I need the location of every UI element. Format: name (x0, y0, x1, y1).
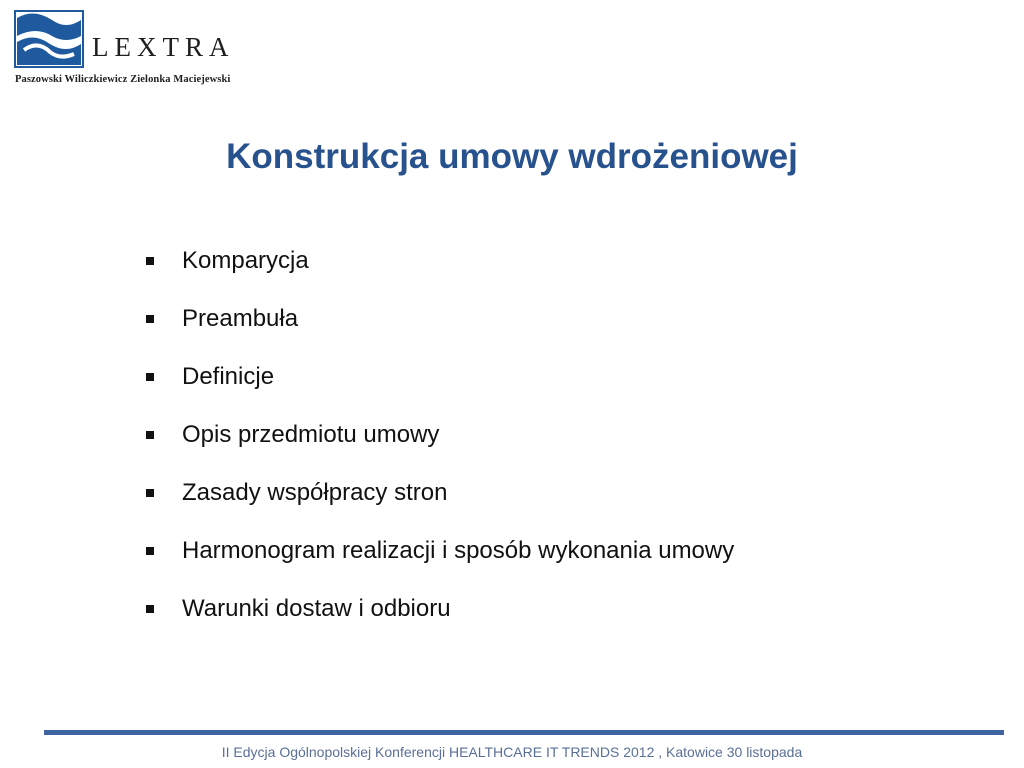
bullet-item (146, 406, 734, 464)
square-bullet-icon (146, 605, 154, 613)
bullet-text: Warunki dostaw i odbioru (182, 595, 451, 622)
logo-partners: Paszowski Wiliczkiewicz Zielonka Maciejewski (15, 74, 231, 85)
bullet-item (146, 348, 734, 406)
bullet-text: Komparycja (182, 247, 309, 274)
bullet-list (146, 232, 734, 638)
bullet-item (146, 232, 734, 290)
bullet-item (146, 290, 734, 348)
square-bullet-icon (146, 547, 154, 555)
square-bullet-icon (146, 431, 154, 439)
bullet-text: Harmonogram realizacji i sposób wykonania umowy (182, 537, 735, 564)
bullet-text: Zasady współpracy stron (182, 479, 448, 506)
bullet-text: Definicje (182, 363, 275, 390)
bullet-text: Opis przedmiotu umowy (182, 421, 440, 448)
footer-caption: II Edycja Ogólnopolskiej Konferencji HEALTHCARE IT TRENDS 2012 , Katowice 30 listopada (221, 744, 803, 760)
footer-divider (44, 730, 1004, 735)
slide-title: Konstrukcja umowy wdrożeniowej (226, 137, 798, 176)
bullet-item (146, 522, 734, 580)
square-bullet-icon (146, 315, 154, 323)
bullet-item (146, 580, 734, 638)
bullet-item (146, 464, 734, 522)
lextra-wave-logo-icon (14, 10, 84, 68)
square-bullet-icon (146, 257, 154, 265)
lextra-logo (14, 10, 264, 90)
logo-wordmark: LEXTRA (92, 32, 235, 62)
bullet-text: Preambuła (182, 305, 299, 332)
square-bullet-icon (146, 373, 154, 381)
square-bullet-icon (146, 489, 154, 497)
